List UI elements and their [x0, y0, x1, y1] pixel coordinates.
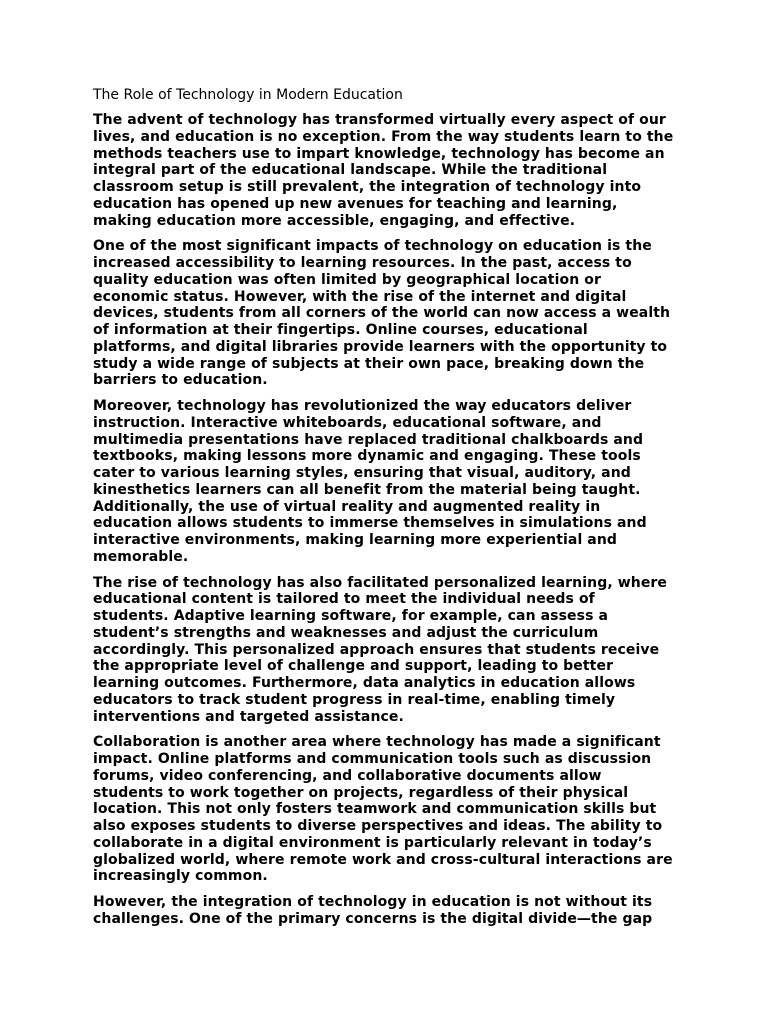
paragraph-line: education has opened up new avenues for teaching and learning,: [93, 195, 618, 212]
paragraph-line: challenges. One of the primary concerns is the digital divide—the gap: [93, 910, 653, 927]
document-content: [93, 87, 683, 937]
paragraph-line: forums, video conferencing, and collaborative documents allow: [93, 767, 602, 784]
paragraph-line: cater to various learning styles, ensuring that visual, auditory, and: [93, 465, 631, 481]
paragraph: [93, 112, 683, 229]
paragraph-line: collaborate in a digital environment is particularly relevant in today’s: [93, 834, 652, 851]
paragraph: [93, 575, 683, 726]
paragraph: [93, 238, 683, 389]
paragraph-line: impact. Online platforms and communication tools such as discussion: [93, 751, 652, 767]
paragraph-line: integral part of the educational landscape. While the traditional: [93, 162, 608, 179]
paragraph-line: Moreover, technology has revolutionized the way educators deliver: [93, 398, 632, 414]
paragraph-line: platforms, and digital libraries provide learners with the opportunity to: [93, 338, 668, 355]
paragraph-line: making education more accessible, engaging, and effective.: [93, 212, 576, 229]
paragraph-line: classroom setup is still prevalent, the integration of technology into: [93, 179, 642, 195]
paragraph-line: the appropriate level of challenge and support, leading to better: [93, 658, 614, 675]
paragraph-line: barriers to education.: [93, 372, 268, 389]
paragraph-line: methods teachers use to impart knowledge, technology has become an: [93, 145, 665, 162]
paragraph-line: student’s strengths and weaknesses and adjust the curriculum: [93, 624, 599, 641]
paragraph-line: textbooks, making lessons more dynamic and engaging. These tools: [93, 448, 641, 465]
paragraph-line: interactive environments, making learning more experiential and: [93, 532, 618, 548]
paragraph-line: educators to track student progress in real-time, enabling timely: [93, 691, 616, 708]
paragraph-line: multimedia presentations have replaced traditional chalkboards and: [93, 431, 644, 448]
paragraph-line: One of the most significant impacts of technology on education is the: [93, 238, 652, 255]
paragraph-line: educational content is tailored to meet the individual needs of: [93, 591, 595, 608]
paragraph-line: lives, and education is no exception. From the way students learn to the: [93, 128, 674, 145]
paragraph-line: kinesthetics learners can all benefit from the material being taught.: [93, 481, 641, 498]
paragraph-line: devices, students from all corners of the world can now access a wealth: [93, 305, 671, 322]
paragraph-line: Additionally, the use of virtual reality and augmented reality in: [93, 498, 601, 515]
paragraph-line: increasingly common.: [93, 868, 268, 885]
document-body: [93, 112, 683, 928]
paragraph: [93, 398, 683, 566]
paragraph-line: instruction. Interactive whiteboards, educational software, and: [93, 414, 602, 431]
paragraph-line: accordingly. This personalized approach ensures that students receive: [93, 641, 660, 658]
paragraph: [93, 734, 683, 885]
document-title: The Role of Technology in Modern Education: [93, 87, 403, 103]
paragraph-line: economic status. However, with the rise of the internet and digital: [93, 288, 627, 305]
paragraph-line: education allows students to immerse themselves in simulations and: [93, 515, 647, 532]
paragraph-line: students to work together on projects, regardless of their physical: [93, 784, 629, 801]
paragraph-line: of information at their fingertips. Online courses, educational: [93, 322, 588, 338]
paragraph-line: memorable.: [93, 548, 189, 565]
paragraph-line: Collaboration is another area where technology has made a significant: [93, 734, 661, 751]
paragraph-line: students. Adaptive learning software, for example, can assess a: [93, 608, 609, 624]
paragraph-line: globalized world, where remote work and cross-cultural interactions are: [93, 851, 673, 868]
paragraph-line: also exposes students to diverse perspectives and ideas. The ability to: [93, 818, 663, 834]
paragraph-line: study a wide range of subjects at their own pace, breaking down the: [93, 355, 645, 372]
paragraph-line: location. This not only fosters teamwork and communication skills but: [93, 801, 657, 818]
paragraph-line: However, the integration of technology in education is not without its: [93, 894, 653, 910]
paragraph-line: quality education was often limited by geographical location or: [93, 271, 601, 288]
paragraph-line: The rise of technology has also facilitated personalized learning, where: [93, 574, 668, 591]
paragraph: [93, 894, 683, 928]
paragraph-line: increased accessibility to learning resources. In the past, access to: [93, 255, 632, 271]
paragraph-line: learning outcomes. Furthermore, data analytics in education allows: [93, 675, 636, 691]
paragraph-line: The advent of technology has transformed virtually every aspect of our: [93, 112, 666, 128]
paragraph-line: interventions and targeted assistance.: [93, 708, 404, 725]
